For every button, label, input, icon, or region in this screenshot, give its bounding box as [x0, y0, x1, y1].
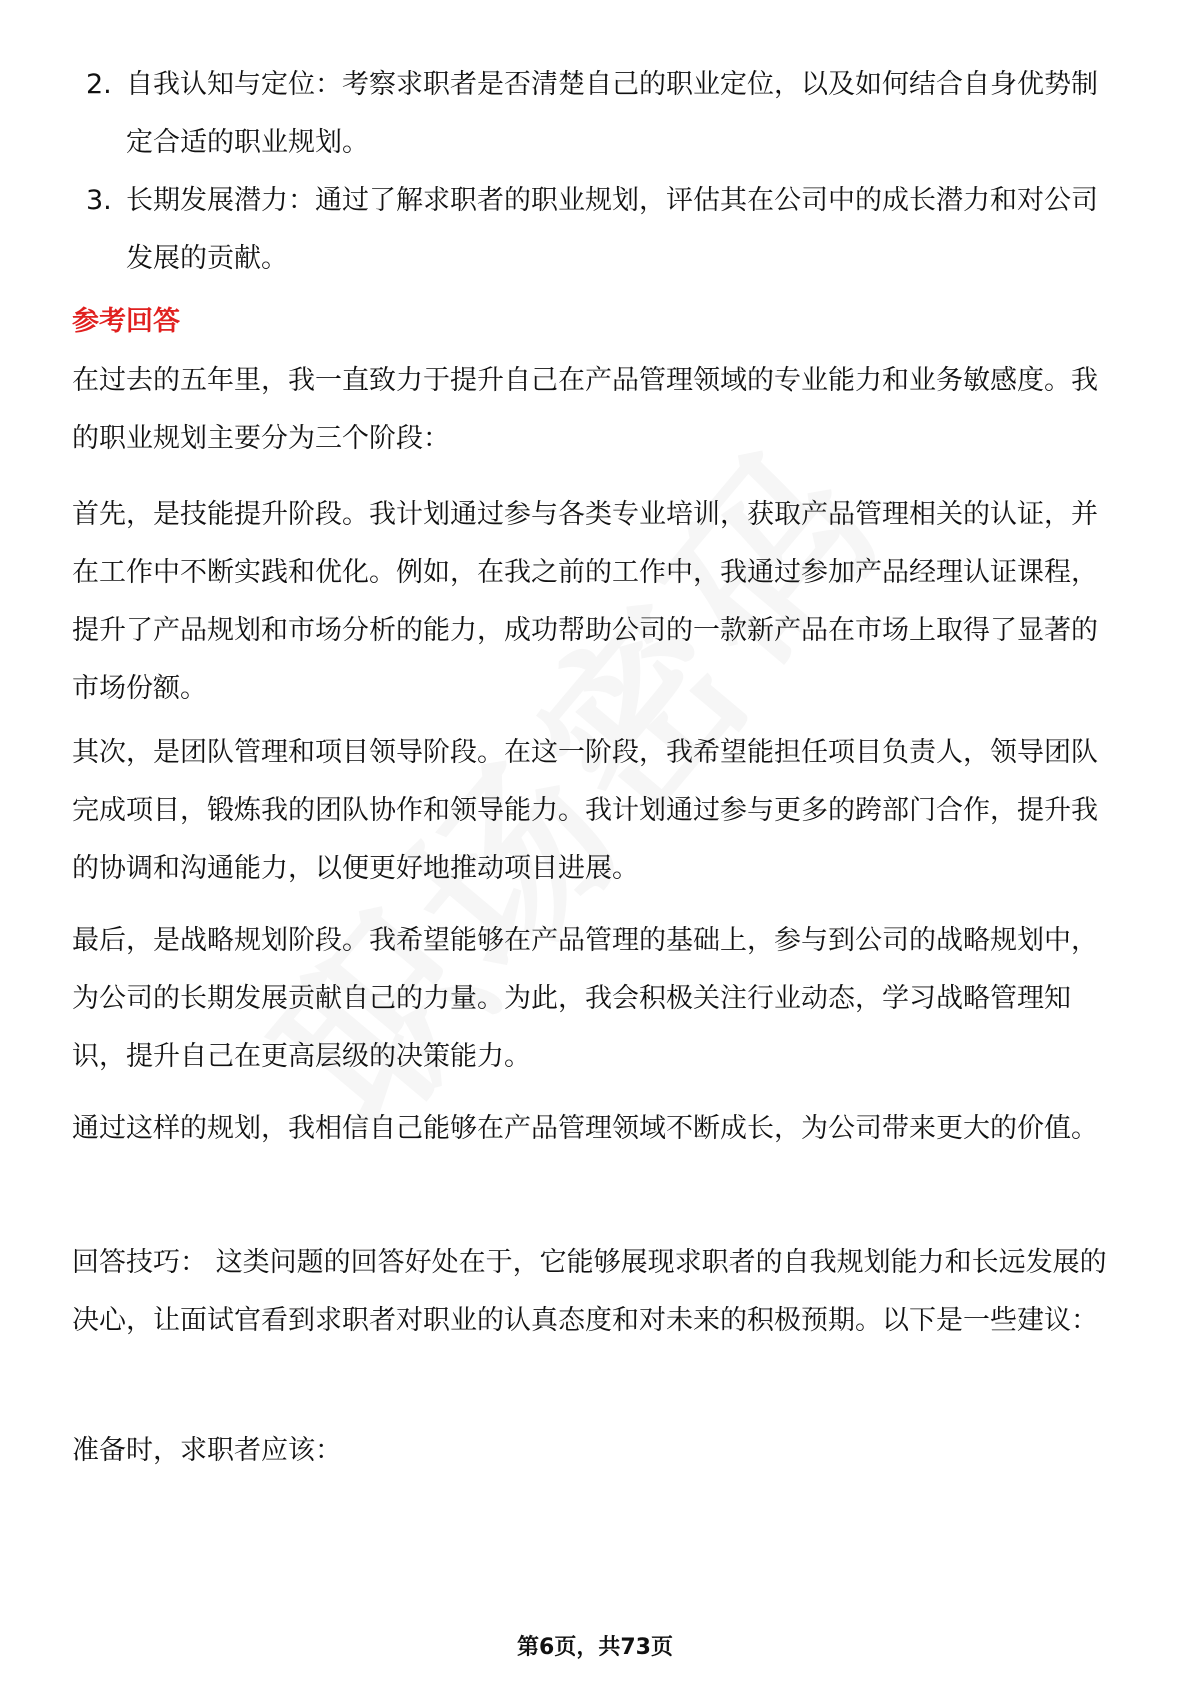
list-item-text: 自我认知与定位：考察求职者是否清楚自己的职业定位，以及如何结合自身优势制定合适的职业规划。: [126, 69, 1098, 158]
list-number: 2.: [86, 69, 112, 100]
section-heading: 参考回答: [72, 306, 180, 337]
list-item-text: 长期发展潜力：通过了解求职者的职业规划，评估其在公司中的成长潜力和对公司发展的贡献。: [126, 185, 1098, 274]
numbered-list: [86, 56, 1116, 288]
list-item: [86, 172, 1116, 288]
paragraph-preparation: 准备时，求职者应该：: [72, 1435, 342, 1466]
list-item: [86, 56, 1116, 172]
paragraph-answer-tips: 回答技巧： 这类问题的回答好处在于，它能够展现求职者的自我规划能力和长远发展的决心，让面试官看到求职者对职业的认真态度和对未来的积极预期。以下是一些建议：: [72, 1247, 1107, 1336]
paragraph-stage-three: 最后，是战略规划阶段。我希望能够在产品管理的基础上，参与到公司的战略规划中，为公司的长期发展贡献自己的力量。为此，我会积极关注行业动态，学习战略管理知识，提升自己在更高层级的决策能力。: [72, 925, 1098, 1072]
paragraph-stage-two: 其次，是团队管理和项目领导阶段。在这一阶段，我希望能担任项目负责人，领导团队完成项目，锻炼我的团队协作和领导能力。我计划通过参与更多的跨部门合作，提升我的协调和沟通能力，以便更好地推动项目进展。: [72, 737, 1098, 884]
paragraph-intro: 在过去的五年里，我一直致力于提升自己在产品管理领域的专业能力和业务敏感度。我的职业规划主要分为三个阶段：: [72, 365, 1098, 454]
paragraph-stage-one: 首先，是技能提升阶段。我计划通过参与各类专业培训，获取产品管理相关的认证，并在工作中不断实践和优化。例如，在我之前的工作中，我通过参加产品经理认证课程，提升了产品规划和市场分析的能力，成功帮助公司的一款新产品在市场上取得了显著的市场份额。: [72, 499, 1098, 704]
list-number: 3.: [86, 185, 112, 216]
paragraph-conclusion: 通过这样的规划，我相信自己能够在产品管理领域不断成长，为公司带来更大的价值。: [72, 1113, 1098, 1144]
page-number-footer: 第6页，共73页: [517, 1635, 673, 1660]
